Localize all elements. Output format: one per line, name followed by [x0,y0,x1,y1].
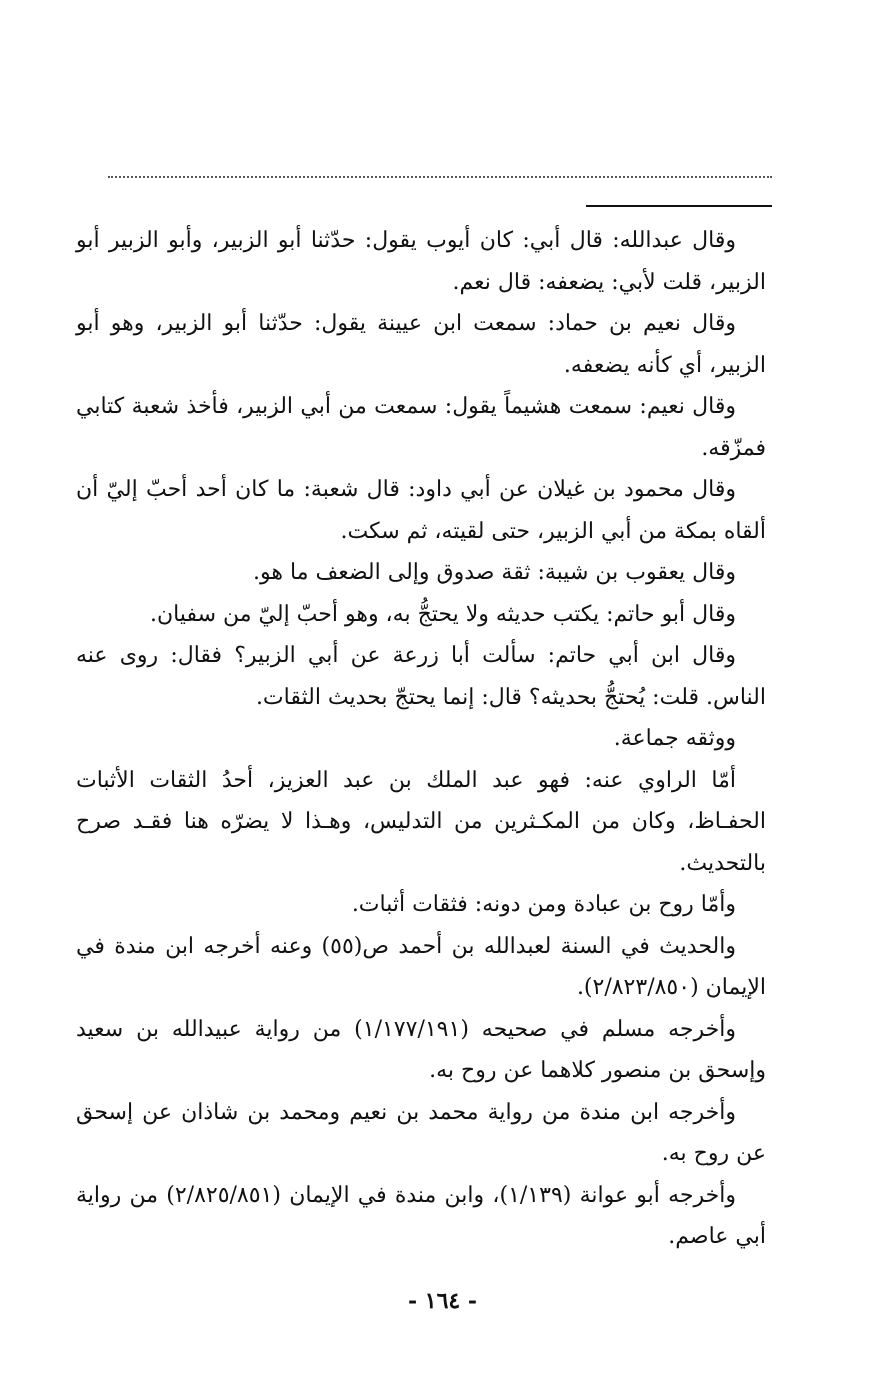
paragraph: وقال أبو حاتم: يكتب حديثه ولا يحتجُّ به، وهو أحبّ إليّ من سفيان. [149,601,736,627]
paragraph: وقال نعيم بن حماد: سمعت ابن عيينة يقول: حدّثنا أبو الزبير، وهو أبو الزبير، أي كأنه يضعفه. [76,311,766,378]
paragraph: وأخرجه مسلم في صحيحه (١/١٧٧/١٩١) من رواية عبيدالله بن سعيد وإسحق بن منصور كلاهما عن روح به. [76,1016,766,1083]
paragraph: وقال نعيم: سمعت هشيماً يقول: سمعت من أبي الزبير، فأخذ شعبة كتابي فمزّقه. [76,394,766,461]
footnote-rule [586,205,772,207]
page-number: - ١٦٤ - [407,1288,478,1314]
paragraph: وقال محمود بن غيلان عن أبي داود: قال شعبة: ما كان أحد أحبّ إليّ أن ألقاه بمكة من أبي الزبير، حتى لقيته، ثم سكت. [76,477,766,544]
paragraph: وقال يعقوب بن شيبة: ثقة صدوق وإلى الضعف ما هو. [253,560,736,585]
paragraph: وأمّا روح بن عبادة ومن دونه: فثقات أثبات. [351,892,736,917]
paragraph: وأخرجه أبو عوانة (١/١٣٩)، وابن مندة في الإيمان (٢/٨٢٥/٨٥١) من رواية أبي عاصم. [76,1182,766,1249]
main-text [76,220,766,1258]
paragraph: وأخرجه ابن مندة من رواية محمد بن نعيم ومحمد بن شاذان عن إسحق عن روح به. [76,1099,766,1166]
paragraph: أمّا الراوي عنه: فهو عبد الملك بن عبد العزيز، أحدُ الثقات الأثبات الحفـاظ، وكان من المكـثرين من التدليس، وهـذا لا يضرّه هنا فقـد صرح بالتحديث. [76,767,766,876]
paragraph: وقال ابن أبي حاتم: سألت أبا زرعة عن أبي الزبير؟ فقال: روى عنه الناس. قلت: يُحتجُّ بحديثه؟ قال: إنما يحتجّ بحديث الثقات. [76,643,766,710]
paragraph: ووثقه جماعة. [613,726,736,751]
dotted-separator [108,176,772,178]
paragraph: وقال عبدالله: قال أبي: كان أيوب يقول: حدّثنا أبو الزبير، وأبو الزبير أبو الزبير، قلت لأبي: يضعفه: قال نعم. [76,228,766,295]
paragraph: والحديث في السنة لعبدالله بن أحمد ص(٥٥) وعنه أخرجه ابن مندة في الإيمان (٢/٨٢٣/٨٥٠). [76,933,766,1000]
